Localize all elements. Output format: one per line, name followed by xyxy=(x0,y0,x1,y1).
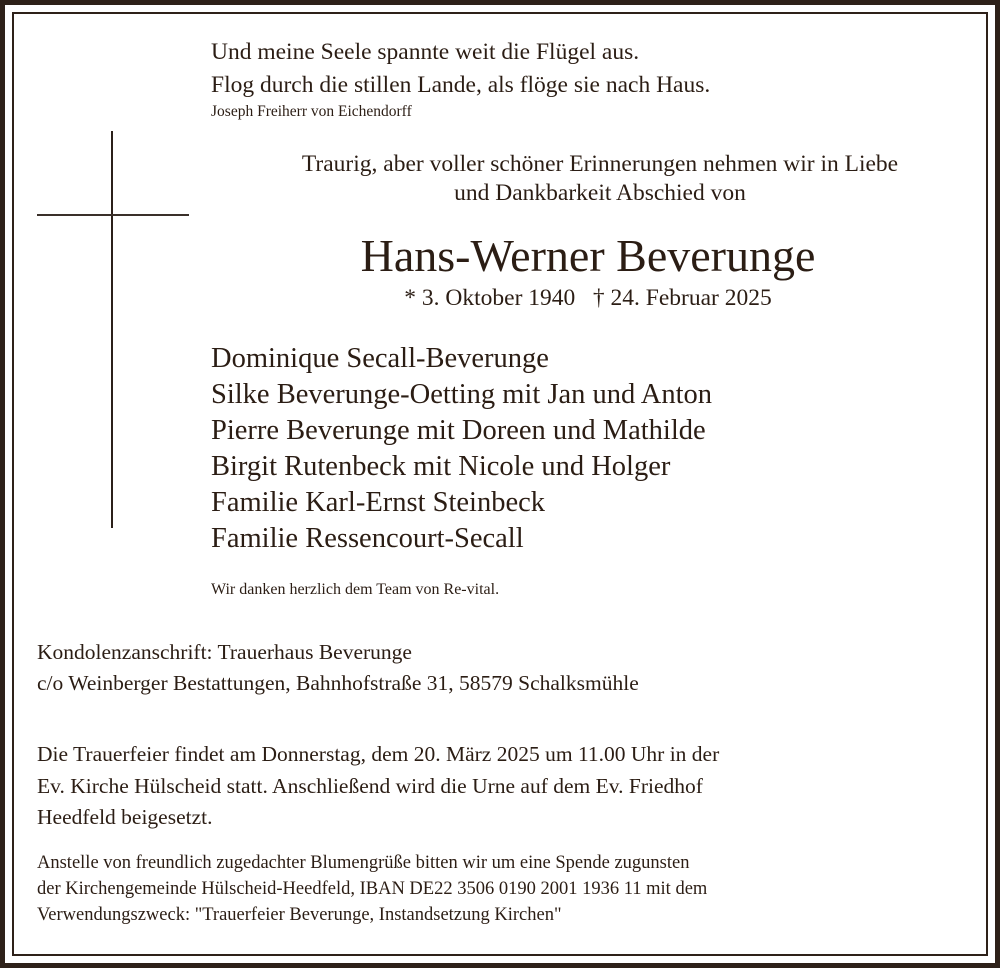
cross-vertical-bar xyxy=(111,131,113,528)
condolence-address xyxy=(37,637,639,699)
motto-quote xyxy=(211,36,710,102)
donation-line: Verwendungszweck: "Trauerfeier Beverunge, Instandsetzung Kirchen" xyxy=(37,905,562,925)
funeral-line: Die Trauerfeier findet am Donnerstag, dem 20. März 2025 um 11.00 Uhr in der xyxy=(37,742,720,766)
mourner-item: Silke Beverunge-Oetting mit Jan und Anton xyxy=(211,379,713,410)
mourner-item: Familie Ressencourt-Secall xyxy=(211,523,524,554)
address-line: Kondolenzanschrift: Trauerhaus Beverunge xyxy=(37,640,412,664)
mourner-item: Dominique Secall-Beverunge xyxy=(211,343,549,374)
motto-author: Joseph Freiherr von Eichendorff xyxy=(211,103,412,120)
mourner-item: Pierre Beverunge mit Doreen und Mathilde xyxy=(211,415,706,446)
thanks-note: Wir danken herzlich dem Team von Re-vital. xyxy=(211,581,500,598)
cross-horizontal-bar xyxy=(37,214,189,216)
motto-line: Und meine Seele spannte weit die Flügel aus. xyxy=(211,39,640,65)
intro-line: und Dankbarkeit Abschied von xyxy=(454,180,746,206)
address-line: c/o Weinberger Bestattungen, Bahnhofstraße 31, 58579 Schalksmühle xyxy=(37,671,639,695)
life-dates: * 3. Oktober 1940 † 24. Februar 2025 xyxy=(404,285,772,311)
motto-line: Flog durch die stillen Lande, als flöge sie nach Haus. xyxy=(211,72,711,98)
intro-text xyxy=(200,150,1000,208)
donation-request xyxy=(37,850,707,928)
donation-line: Anstelle von freundlich zugedachter Blumengrüße bitten wir um eine Spende zugunsten xyxy=(37,853,690,873)
funeral-line: Heedfeld beigesetzt. xyxy=(37,805,213,829)
mourner-item: Familie Karl-Ernst Steinbeck xyxy=(211,487,545,518)
mourners-list xyxy=(211,341,712,557)
deceased-name: Hans-Werner Beverunge xyxy=(360,230,816,281)
donation-line: der Kirchengemeinde Hülscheid-Heedfeld, IBAN DE22 3506 0190 2001 1936 11 mit dem xyxy=(37,879,708,899)
funeral-line: Ev. Kirche Hülscheid statt. Anschließend wird die Urne auf dem Ev. Friedhof xyxy=(37,773,703,798)
intro-line: Traurig, aber voller schöner Erinnerungen nehmen wir in Liebe xyxy=(301,151,899,177)
funeral-info xyxy=(37,739,719,834)
mourner-item: Birgit Rutenbeck mit Nicole und Holger xyxy=(211,451,671,482)
